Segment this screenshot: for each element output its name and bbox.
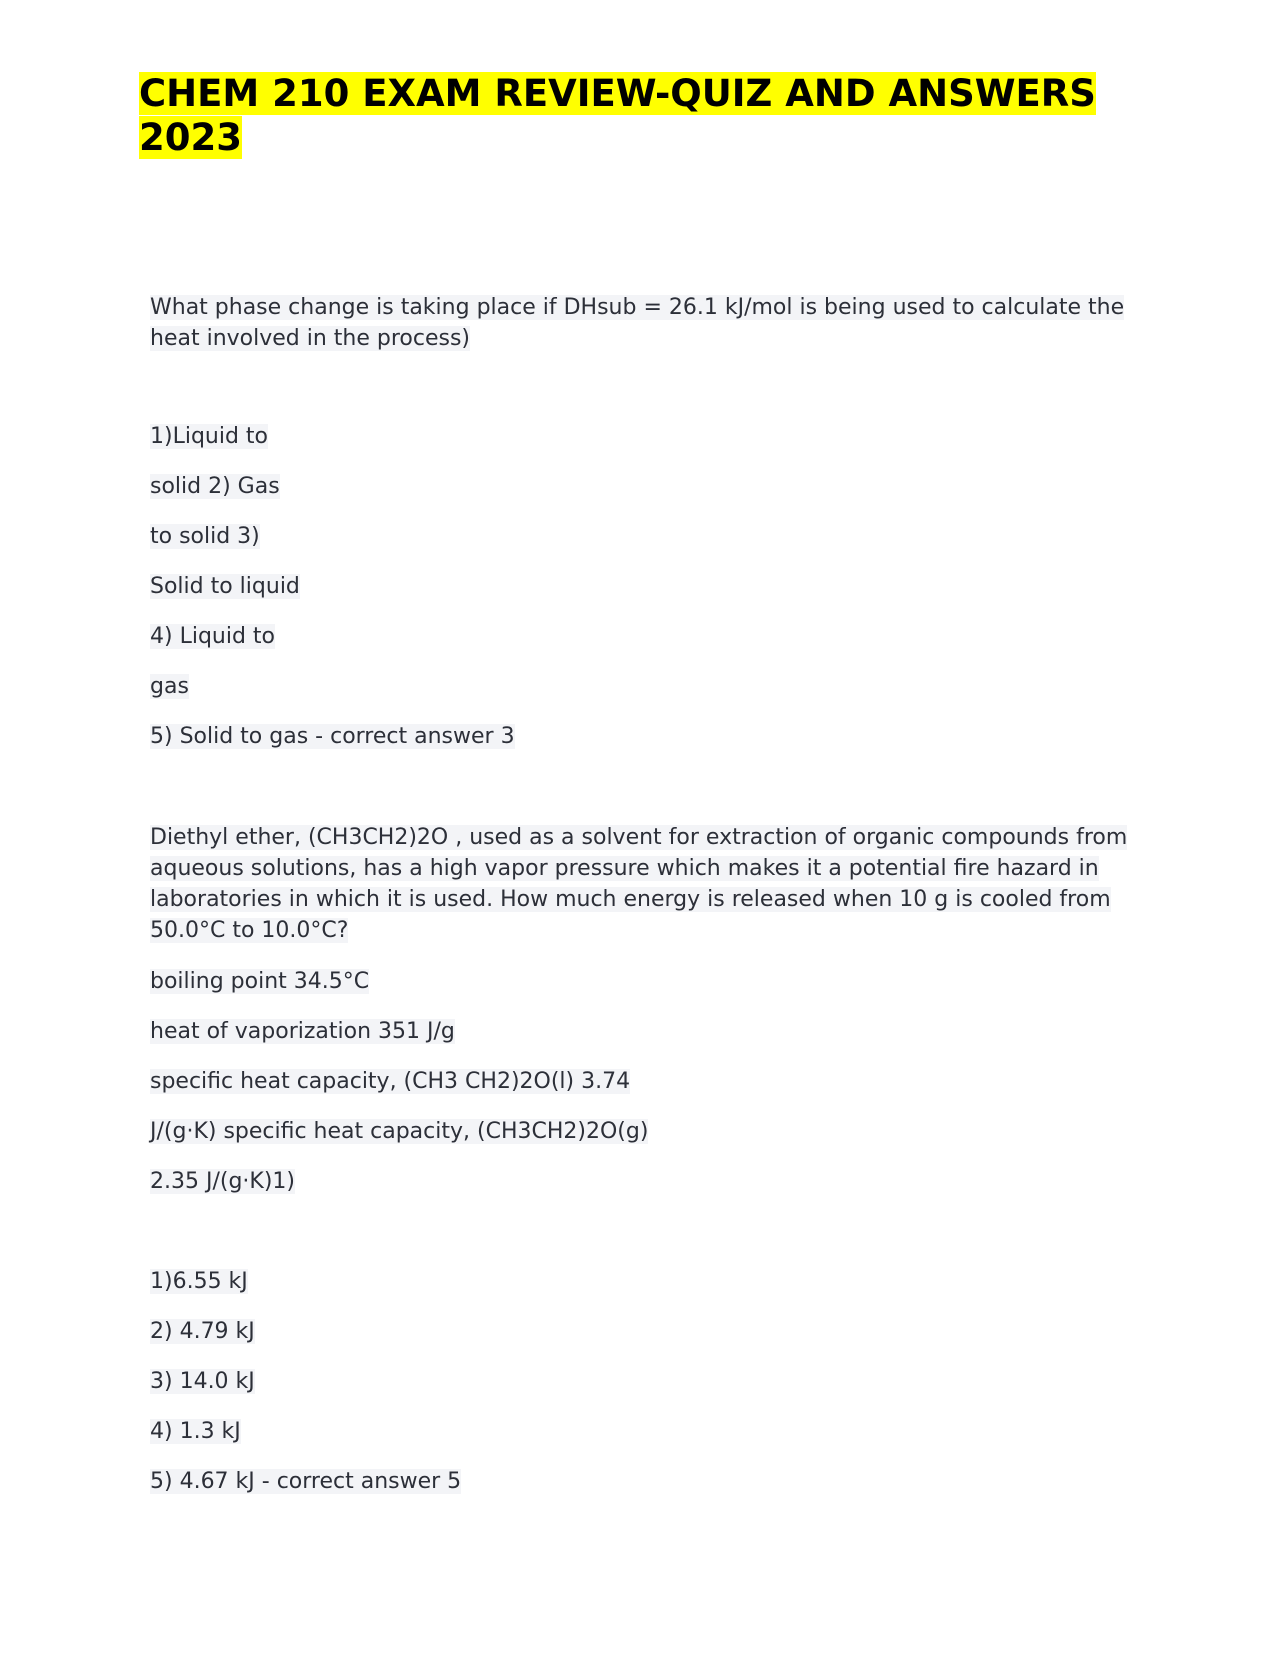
question-2-option: 3) 14.0 kJ: [150, 1369, 255, 1394]
question-1-line: Solid to liquid: [150, 574, 300, 599]
document-title: [139, 72, 1149, 160]
question-1-line: gas: [150, 674, 189, 699]
question-2-data-line: boiling point 34.5°C: [150, 969, 370, 994]
question-1-line: solid 2) Gas: [150, 474, 280, 499]
question-2-data-line: 2.35 J/(g·K)1): [150, 1169, 296, 1194]
question-2-answer-line: 5) 4.67 kJ - correct answer 5: [150, 1469, 462, 1494]
document-title-text: CHEM 210 EXAM REVIEW-QUIZ AND ANSWERS 2023: [139, 72, 1096, 159]
question-2-data-line: specific heat capacity, (CH3 CH2)2O(l) 3.74: [150, 1069, 631, 1094]
question-1-line: 4) Liquid to: [150, 624, 276, 649]
question-2-text: Diethyl ether, (CH3CH2)2O , used as a solvent for extraction of organic compounds from aqueous solutions, has a high vapor pressure which makes it a potential fire hazard in laboratories in which it is used. How much energy is released when 10 g is cooled from 50.0°C to 10.0°C?: [150, 825, 1128, 943]
question-1-line: 1)Liquid to: [150, 424, 269, 449]
question-2-option: 2) 4.79 kJ: [150, 1319, 255, 1344]
question-2-data-line: J/(g·K) specific heat capacity, (CH3CH2)2O(g): [150, 1119, 649, 1144]
question-2-data-line: heat of vaporization 351 J/g: [150, 1019, 455, 1044]
question-1-answer-line: 5) Solid to gas - correct answer 3: [150, 724, 515, 749]
question-2-option: 1)6.55 kJ: [150, 1269, 248, 1294]
question-2-option: 4) 1.3 kJ: [150, 1419, 241, 1444]
question-1-text: What phase change is taking place if DHsub = 26.1 kJ/mol is being used to calculate the heat involved in the process): [150, 295, 1125, 351]
question-1-line: to solid 3): [150, 524, 260, 549]
